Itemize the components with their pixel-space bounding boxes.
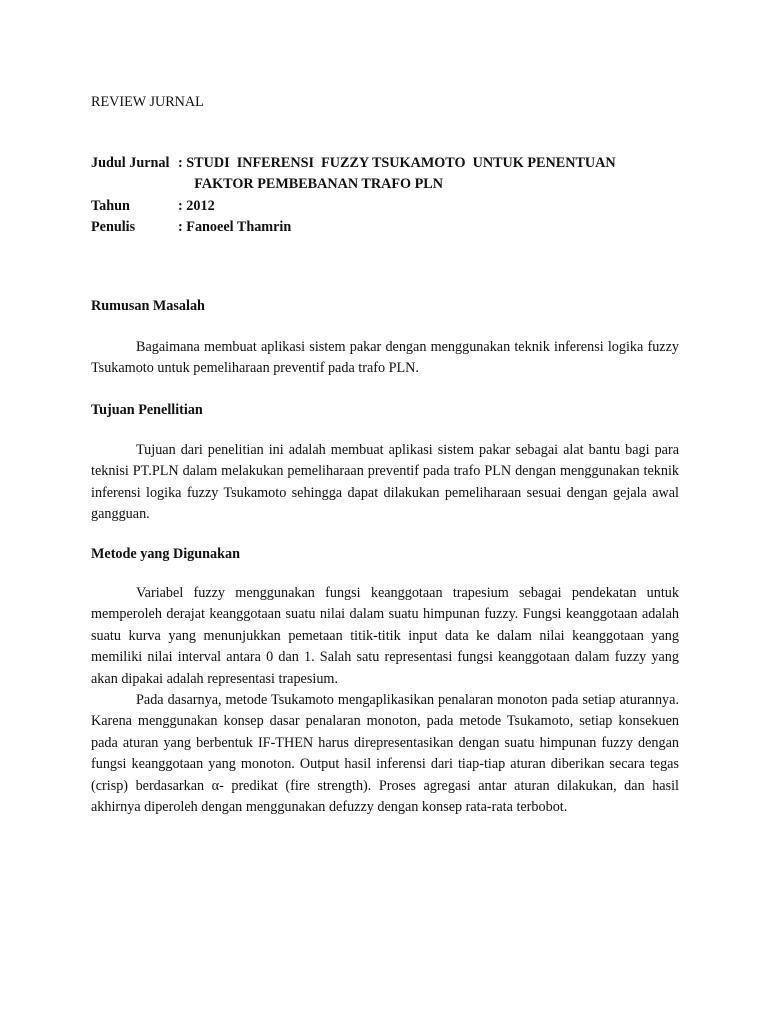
section-tujuan-body — [91, 440, 679, 526]
tahun-separator: : — [178, 198, 187, 214]
penulis-value: Fanoeel Thamrin — [186, 219, 292, 235]
judul-line-1: STUDI INFERENSI FUZZY TSUKAMOTO UNTUK PENENTUAN — [186, 155, 616, 171]
paragraph: Bagaimana membuat aplikasi sistem pakar dengan menggunakan teknik inferensi logika fuzzy Tsukamoto untuk pemeliharaan preventif pada trafo PLN. — [91, 339, 679, 377]
penulis-label: Penulis — [91, 219, 136, 235]
tahun-value: 2012 — [186, 198, 215, 214]
meta-row-penulis — [91, 217, 691, 238]
judul-label: Judul Jurnal — [91, 155, 170, 171]
heading-rumusan-masalah: Rumusan Masalah — [91, 298, 205, 314]
judul-separator: : — [178, 155, 187, 171]
judul-value — [186, 153, 691, 193]
document-title: REVIEW JURNAL — [91, 94, 204, 110]
paragraph: Pada dasarnya, metode Tsukamoto mengaplikasikan penalaran monoton pada setiap aturannya. Karena menggunakan konsep dasar penalaran monoton, pada metode Tsukamoto, setiap konsekuen pada aturan yang berbentuk IF-THEN harus direpresentasikan dengan suatu himpunan fuzzy dengan fungsi keanggotaan yang monoton. Output hasil inferensi dari tiap-tiap aturan diberikan secara tegas (crisp) berdasarkan α- predikat (fire strength). Proses agregasi antar aturan dilakukan, dan hasil akhirnya diperoleh dengan menggunakan defuzzy dengan konsep rata-rata terbobot. — [91, 692, 679, 816]
section-metode-body — [91, 583, 679, 818]
section-rumusan-body — [91, 337, 679, 380]
paragraph: Variabel fuzzy menggunakan fungsi keanggotaan trapesium sebagai pendekatan untuk memperoleh derajat keanggotaan suatu nilai dalam suatu himpunan fuzzy. Fungsi keanggotaan adalah suatu kurva yang menunjukkan pemetaan titik-titik input data ke dalam nilai keanggotaan yang memiliki nilai interval antara 0 dan 1. Salah satu representasi fungsi keanggotaan dalam fuzzy yang akan dipakai adalah representasi trapesium. — [91, 585, 679, 687]
tahun-label: Tahun — [91, 198, 130, 214]
paragraph: Tujuan dari penelitian ini adalah membuat aplikasi sistem pakar sebagai alat bantu bagi para teknisi PT.PLN dalam melakukan pemeliharaan preventif pada trafo PLN dengan menggunakan teknik inferensi logika fuzzy Tsukamoto sehingga dapat dilakukan pemeliharaan sesuai dengan gejala awal gangguan. — [91, 442, 679, 523]
heading-tujuan-penelitian: Tujuan Penellitian — [91, 402, 203, 418]
heading-metode: Metode yang Digunakan — [91, 546, 240, 562]
judul-line-2: FAKTOR PEMBEBANAN TRAFO PLN — [194, 176, 443, 193]
journal-metadata — [91, 153, 691, 238]
meta-row-judul — [91, 153, 691, 193]
meta-row-tahun — [91, 196, 691, 217]
penulis-separator: : — [178, 219, 187, 235]
